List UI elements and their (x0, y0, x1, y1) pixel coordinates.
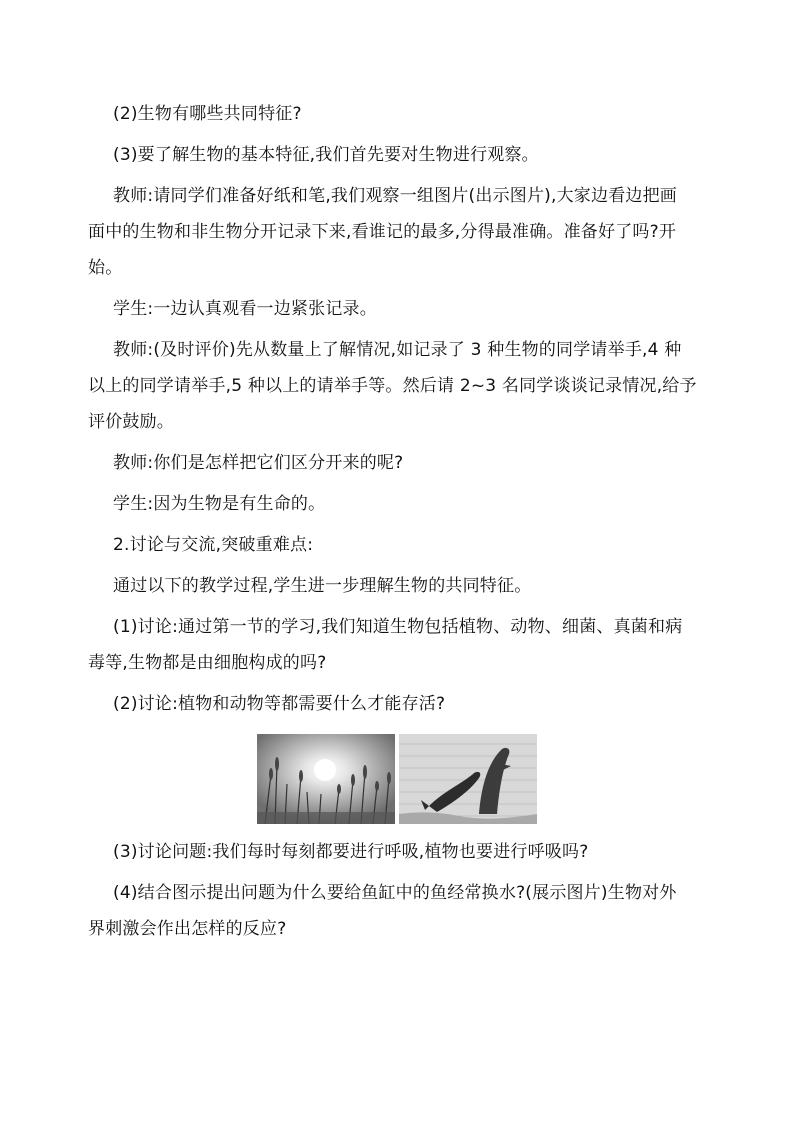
student-line: 学生:一边认真观看一边紧张记录。 (113, 299, 377, 319)
teacher-evaluation-line-3: 评价鼓励。 (88, 412, 174, 432)
section-intro: 通过以下的教学过程,学生进一步理解生物的共同特征。 (113, 576, 532, 596)
student-answer: 学生:因为生物是有生命的。 (113, 494, 326, 514)
discussion-1-line-1: (1)讨论:通过第一节的学习,我们知道生物包括植物、动物、细菌、真菌和病 (113, 617, 683, 637)
discussion-1-line-2: 毒等,生物都是由细胞构成的吗? (88, 653, 327, 673)
teacher-instruction-line-2: 面中的生物和非生物分开记录下来,看谁记的最多,分得最准确。准备好了吗?开 (88, 222, 677, 242)
sun-over-grass-photo-icon (257, 734, 395, 824)
discussion-2: (2)讨论:植物和动物等都需要什么才能存活? (113, 694, 446, 714)
figure-row (0, 734, 794, 824)
teacher-instruction-line-3: 始。 (88, 258, 123, 278)
discussion-4-line-1: (4)结合图示提出问题为什么要给鱼缸中的鱼经常换水?(展示图片)生物对外 (113, 883, 677, 903)
teacher-instruction-line-1: 教师:请同学们准备好纸和笔,我们观察一组图片(出示图片),大家边看边把画 (113, 186, 677, 206)
teacher-evaluation-line-2: 以上的同学请举手,5 种以上的请举手等。然后请 2~3 名同学谈谈记录情况,给予 (88, 376, 697, 396)
discussion-4-line-2: 界刺激会作出怎样的反应? (88, 919, 287, 939)
section-heading: 2.讨论与交流,突破重难点: (113, 535, 314, 555)
paragraph-2: (2)生物有哪些共同特征? (113, 104, 302, 124)
discussion-3: (3)讨论问题:我们每时每刻都要进行呼吸,植物也要进行呼吸吗? (113, 842, 589, 862)
teacher-evaluation-line-1: 教师:(及时评价)先从数量上了解情况,如记录了 3 种生物的同学请举手,4 种 (113, 340, 682, 360)
teacher-question: 教师:你们是怎样把它们区分开来的呢? (113, 453, 404, 473)
document-body (88, 98, 719, 945)
paragraph-3: (3)要了解生物的基本特征,我们首先要对生物进行观察。 (113, 145, 539, 165)
two-dolphins-photo-icon (399, 734, 537, 824)
